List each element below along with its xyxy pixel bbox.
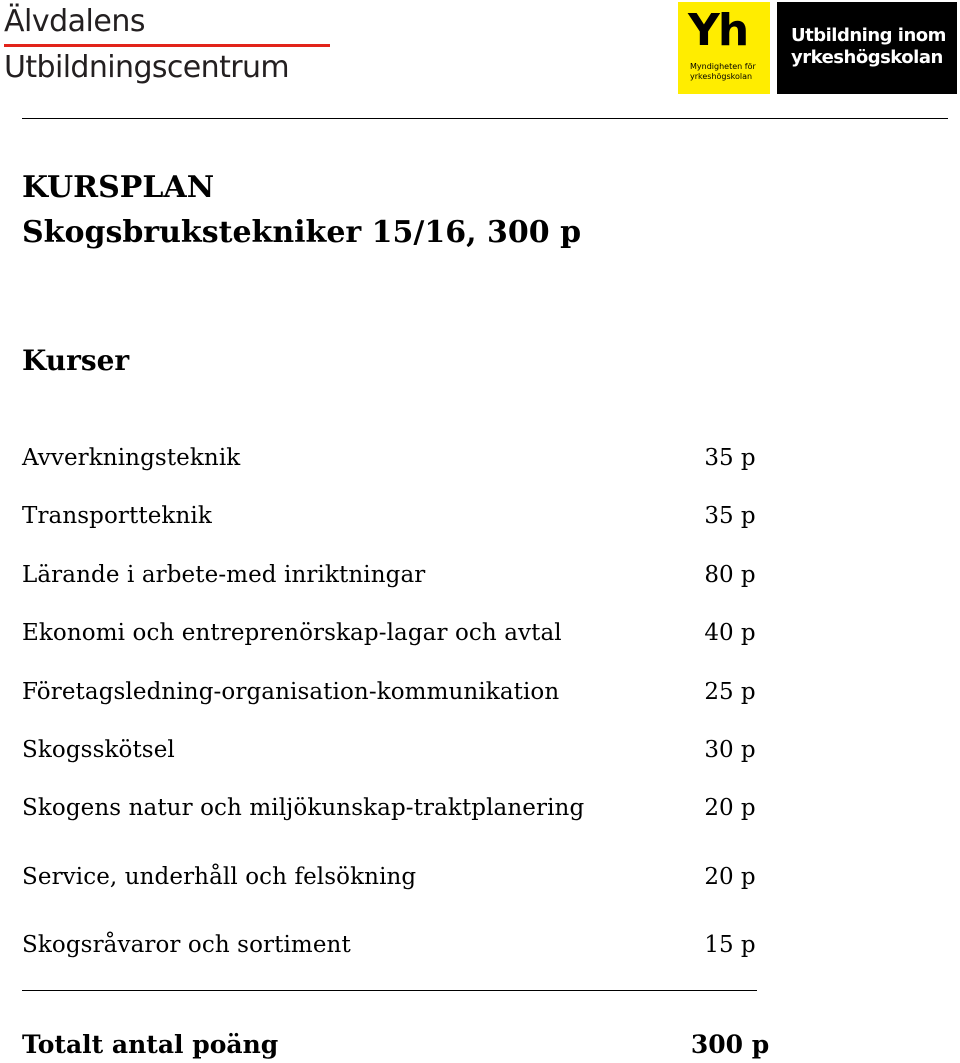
course-name: Företagsledning-organisation-kommunikation bbox=[22, 679, 560, 705]
document-title: KURSPLAN bbox=[22, 170, 215, 205]
course-points: 15 p bbox=[704, 932, 756, 958]
course-points: 25 p bbox=[704, 679, 756, 705]
course-points: 30 p bbox=[704, 737, 756, 763]
document-subtitle: Skogsbrukstekniker 15/16, 300 p bbox=[22, 215, 582, 250]
yh-logo-subtitle bbox=[690, 62, 756, 82]
course-name: Transportteknik bbox=[22, 503, 212, 529]
course-name: Ekonomi och entreprenörskap-lagar och avtal bbox=[22, 620, 562, 646]
total-divider bbox=[22, 990, 757, 991]
utbildning-logo bbox=[777, 2, 957, 94]
course-points: 80 p bbox=[704, 562, 756, 588]
yh-logo-subtitle-line1: Myndigheten för bbox=[690, 62, 756, 71]
course-name: Avverkningsteknik bbox=[22, 445, 241, 471]
total-value: 300 p bbox=[690, 1030, 770, 1059]
utbildning-logo-line1: Utbildning inom bbox=[791, 25, 946, 46]
header-divider bbox=[22, 118, 948, 119]
course-name: Service, underhåll och felsökning bbox=[22, 864, 417, 890]
course-name: Skogsskötsel bbox=[22, 737, 175, 763]
utbildning-logo-line2: yrkeshögskolan bbox=[791, 47, 943, 68]
yh-logo-mark: Yh bbox=[688, 5, 748, 56]
course-name: Skogens natur och miljökunskap-traktplanering bbox=[22, 795, 585, 821]
total-label: Totalt antal poäng bbox=[22, 1030, 279, 1059]
logo-text-line2: Utbildningscentrum bbox=[4, 50, 290, 85]
course-points: 20 p bbox=[704, 795, 756, 821]
logo-red-bar bbox=[4, 44, 330, 47]
course-name: Skogsråvaror och sortiment bbox=[22, 932, 351, 958]
section-heading: Kurser bbox=[22, 344, 130, 377]
course-points: 40 p bbox=[704, 620, 756, 646]
logo-text-line1: Älvdalens bbox=[4, 4, 145, 39]
alvdalens-logo bbox=[4, 6, 334, 85]
yh-logo bbox=[678, 2, 770, 94]
course-points: 35 p bbox=[704, 445, 756, 471]
yh-logo-subtitle-line2: yrkeshögskolan bbox=[690, 72, 753, 81]
course-points: 20 p bbox=[704, 864, 756, 890]
course-points: 35 p bbox=[704, 503, 756, 529]
course-name: Lärande i arbete-med inriktningar bbox=[22, 562, 426, 588]
